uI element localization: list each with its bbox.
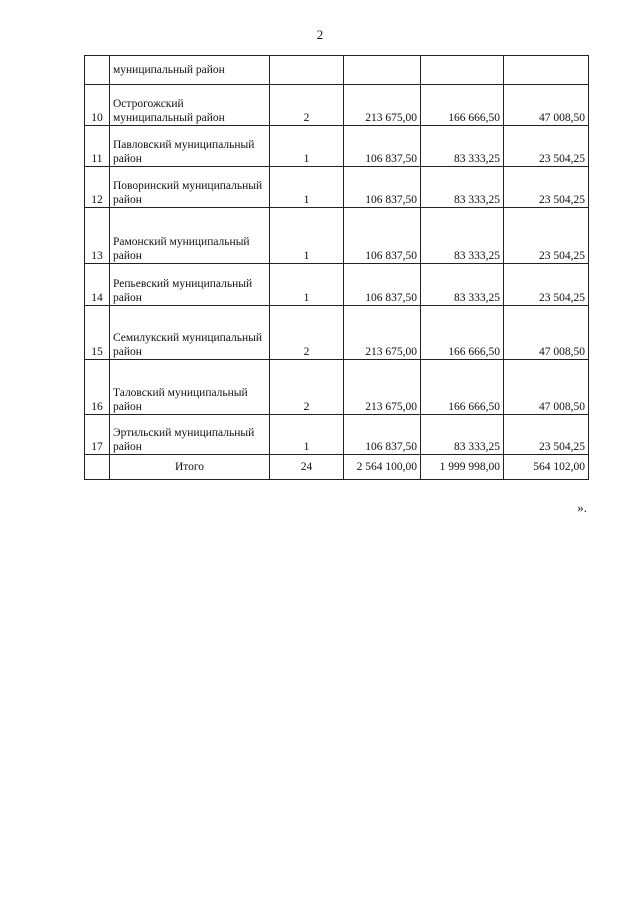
count-cell: 1	[270, 126, 344, 167]
regional-amount-cell: 47 008,50	[504, 360, 589, 415]
federal-amount-cell: 166 666,50	[421, 85, 504, 126]
table-row	[85, 415, 589, 455]
total-count-cell: 24	[270, 455, 344, 480]
total-amount-cell: 213 675,00	[344, 85, 421, 126]
grand-total-amount-cell: 2 564 100,00	[344, 455, 421, 480]
regional-amount-cell: 47 008,50	[504, 85, 589, 126]
federal-amount-cell	[421, 56, 504, 85]
district-name: Поворинский муниципальный район	[110, 167, 270, 208]
total-amount-cell	[344, 56, 421, 85]
count-cell: 1	[270, 415, 344, 455]
total-row	[85, 455, 589, 480]
count-cell: 2	[270, 306, 344, 360]
district-name: Острогожский муниципальный район	[110, 85, 270, 126]
district-name: Рамонский муниципальный район	[110, 208, 270, 264]
regional-amount-cell: 23 504,25	[504, 415, 589, 455]
total-amount-cell: 106 837,50	[344, 167, 421, 208]
federal-amount-cell: 83 333,25	[421, 415, 504, 455]
district-name: муниципальный район	[110, 56, 270, 85]
regional-amount-cell: 23 504,25	[504, 208, 589, 264]
district-name: Семилукский муниципальный район	[110, 306, 270, 360]
regional-amount-cell: 23 504,25	[504, 264, 589, 306]
federal-amount-cell: 83 333,25	[421, 208, 504, 264]
regional-amount-cell: 23 504,25	[504, 167, 589, 208]
district-name: Эртильский муниципальный район	[110, 415, 270, 455]
district-name: Таловский муниципальный район	[110, 360, 270, 415]
table-row	[85, 56, 589, 85]
regional-total-amount-cell: 564 102,00	[504, 455, 589, 480]
row-number: 15	[85, 306, 110, 360]
closing-quote-mark: ».	[577, 500, 587, 515]
total-amount-cell: 213 675,00	[344, 306, 421, 360]
total-amount-cell: 213 675,00	[344, 360, 421, 415]
row-number: 12	[85, 167, 110, 208]
total-label: Итого	[110, 455, 270, 480]
regional-amount-cell: 47 008,50	[504, 306, 589, 360]
row-number: 14	[85, 264, 110, 306]
total-amount-cell: 106 837,50	[344, 208, 421, 264]
district-name: Репьевский муниципальный район	[110, 264, 270, 306]
table-row	[85, 360, 589, 415]
row-number	[85, 56, 110, 85]
regional-amount-cell: 23 504,25	[504, 126, 589, 167]
table-row	[85, 264, 589, 306]
count-cell: 2	[270, 360, 344, 415]
row-number: 13	[85, 208, 110, 264]
table-row	[85, 126, 589, 167]
federal-total-amount-cell: 1 999 998,00	[421, 455, 504, 480]
federal-amount-cell: 166 666,50	[421, 360, 504, 415]
federal-amount-cell: 83 333,25	[421, 264, 504, 306]
federal-amount-cell: 83 333,25	[421, 126, 504, 167]
total-amount-cell: 106 837,50	[344, 264, 421, 306]
total-amount-cell: 106 837,50	[344, 415, 421, 455]
regional-amount-cell	[504, 56, 589, 85]
district-name: Павловский муниципальный район	[110, 126, 270, 167]
row-number: 11	[85, 126, 110, 167]
table-row	[85, 306, 589, 360]
count-cell: 2	[270, 85, 344, 126]
count-cell: 1	[270, 208, 344, 264]
page-number: 2	[316, 27, 324, 42]
table-row	[85, 167, 589, 208]
federal-amount-cell: 166 666,50	[421, 306, 504, 360]
row-number: 10	[85, 85, 110, 126]
count-cell	[270, 56, 344, 85]
row-number: 16	[85, 360, 110, 415]
row-number: 17	[85, 415, 110, 455]
count-cell: 1	[270, 167, 344, 208]
total-row-number	[85, 455, 110, 480]
total-amount-cell: 106 837,50	[344, 126, 421, 167]
table-body	[85, 56, 589, 480]
federal-amount-cell: 83 333,25	[421, 167, 504, 208]
allocation-table	[84, 55, 589, 480]
table-row	[85, 85, 589, 126]
table-row	[85, 208, 589, 264]
count-cell: 1	[270, 264, 344, 306]
